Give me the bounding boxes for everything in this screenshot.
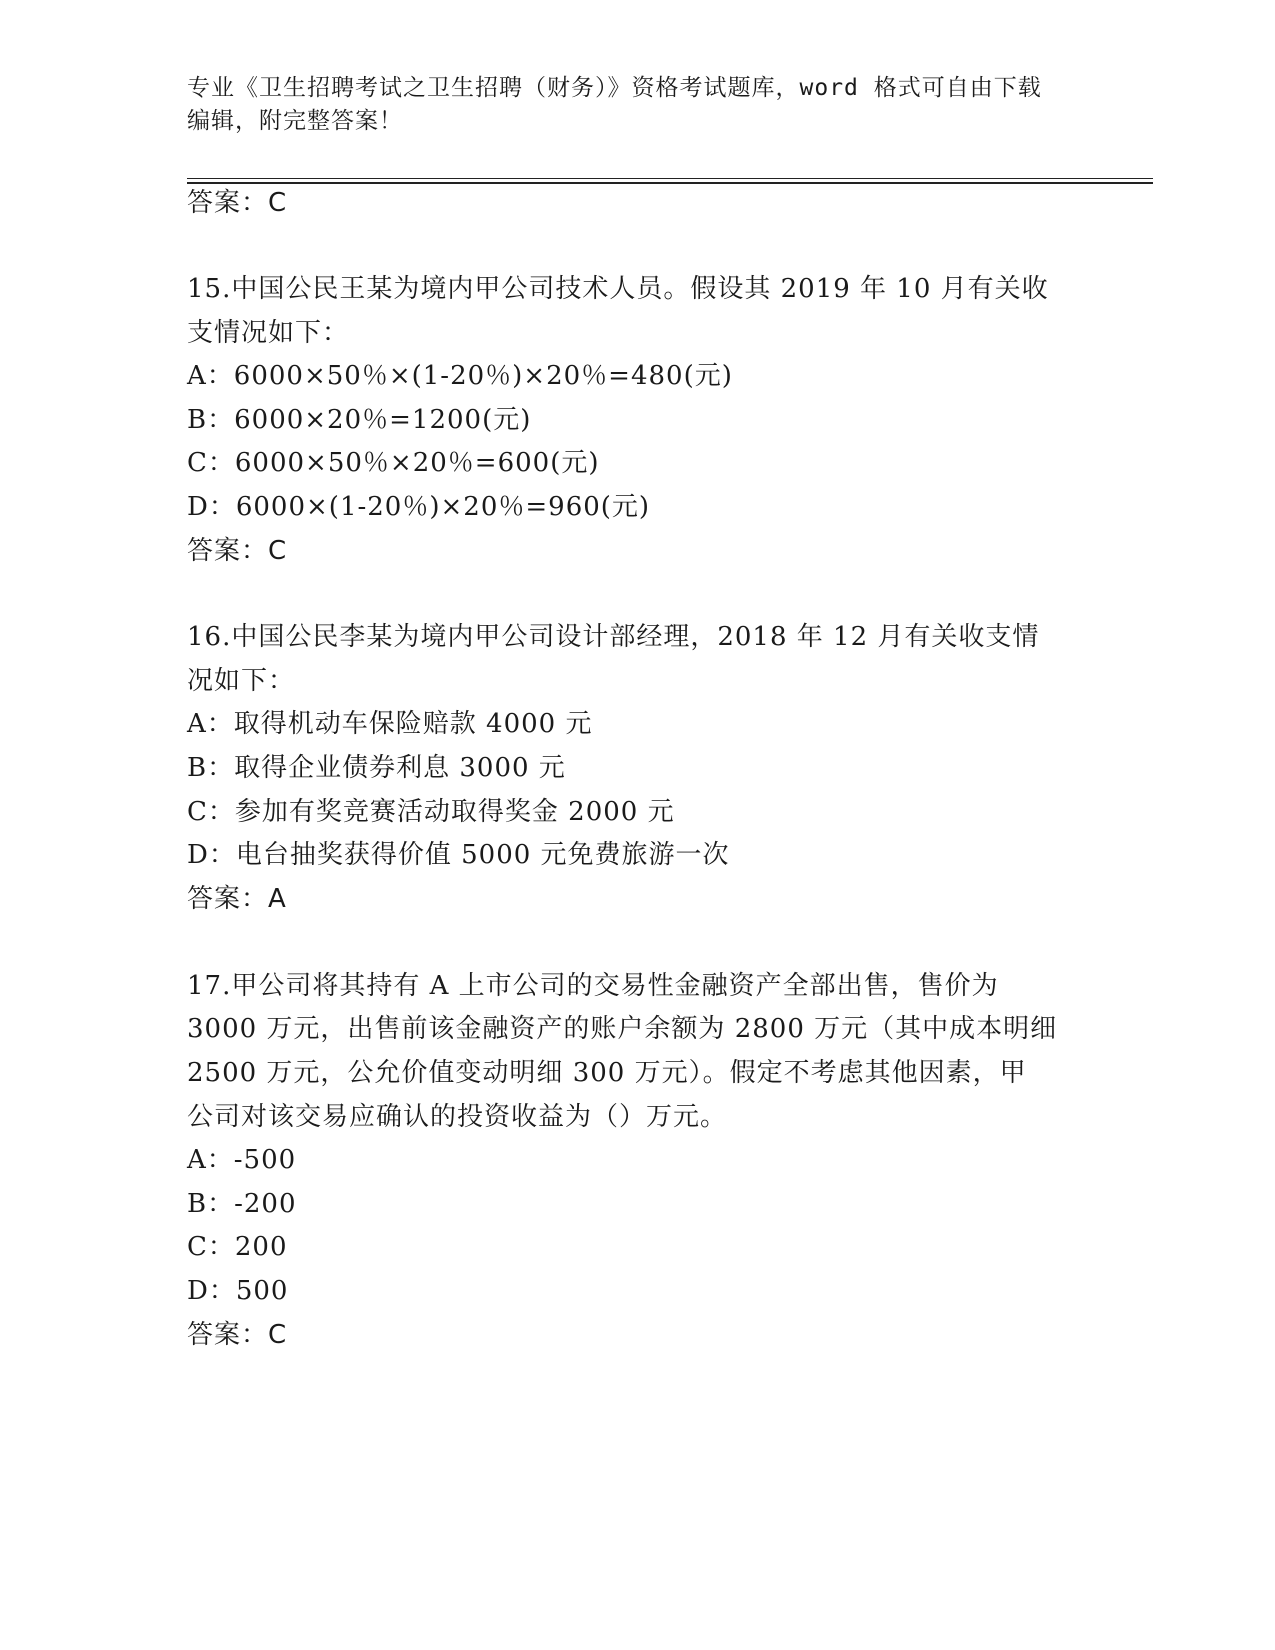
q15-answer: 答案：C: [187, 536, 288, 566]
q15-stem-line-1: 15.中国公民王某为境内甲公司技术人员。假设其 2019 年 10 月有关收: [187, 274, 1049, 304]
q15-option-d: D：6000×(1-20％)×20％=960(元): [187, 492, 651, 522]
q16-option-c: C：参加有奖竞赛活动取得奖金 2000 元: [187, 797, 675, 827]
document-header: [187, 72, 1067, 138]
q15-option-a: A：6000×50％×(1-20％)×20％=480(元): [187, 361, 733, 391]
q17-answer: 答案：C: [187, 1320, 288, 1350]
q16-stem-line-2: 况如下：: [187, 666, 296, 696]
header-divider-thick: [187, 182, 1153, 184]
q17-option-b: B：-200: [187, 1189, 297, 1219]
header-divider-thin: [187, 178, 1153, 179]
q17-option-c: C：200: [187, 1232, 288, 1262]
q16-option-a: A：取得机动车保险赔款 4000 元: [187, 709, 593, 739]
q17-option-d: D：500: [187, 1276, 289, 1306]
q15-option-c: C：6000×50％×20％=600(元): [187, 448, 600, 478]
q16-option-b: B：取得企业债券利息 3000 元: [187, 753, 566, 783]
q15-stem-line-2: 支情况如下：: [187, 318, 350, 348]
q17-stem-line-4: 公司对该交易应确认的投资收益为（）万元。: [187, 1102, 728, 1132]
header-line-2: 编辑，附完整答案！: [187, 108, 403, 134]
q16-option-d: D：电台抽奖获得价值 5000 元免费旅游一次: [187, 840, 730, 870]
q15-option-b: B：6000×20％=1200(元): [187, 405, 532, 435]
header-line-1: 专业《卫生招聘考试之卫生招聘（财务）》资格考试题库，word 格式可自由下载: [187, 75, 1042, 101]
answer-previous: 答案：C: [187, 188, 288, 218]
q17-stem-line-2: 3000 万元，出售前该金融资产的账户余额为 2800 万元（其中成本明细: [187, 1014, 1058, 1044]
q17-option-a: A：-500: [187, 1145, 297, 1175]
q17-stem-line-1: 17.甲公司将其持有 A 上市公司的交易性金融资产全部出售，售价为: [187, 971, 999, 1001]
q16-answer: 答案：A: [187, 884, 287, 914]
q16-stem-line-1: 16.中国公民李某为境内甲公司设计部经理，2018 年 12 月有关收支情: [187, 622, 1040, 652]
q17-stem-line-3: 2500 万元，公允价值变动明细 300 万元）。假定不考虑其他因素，甲: [187, 1058, 1027, 1088]
